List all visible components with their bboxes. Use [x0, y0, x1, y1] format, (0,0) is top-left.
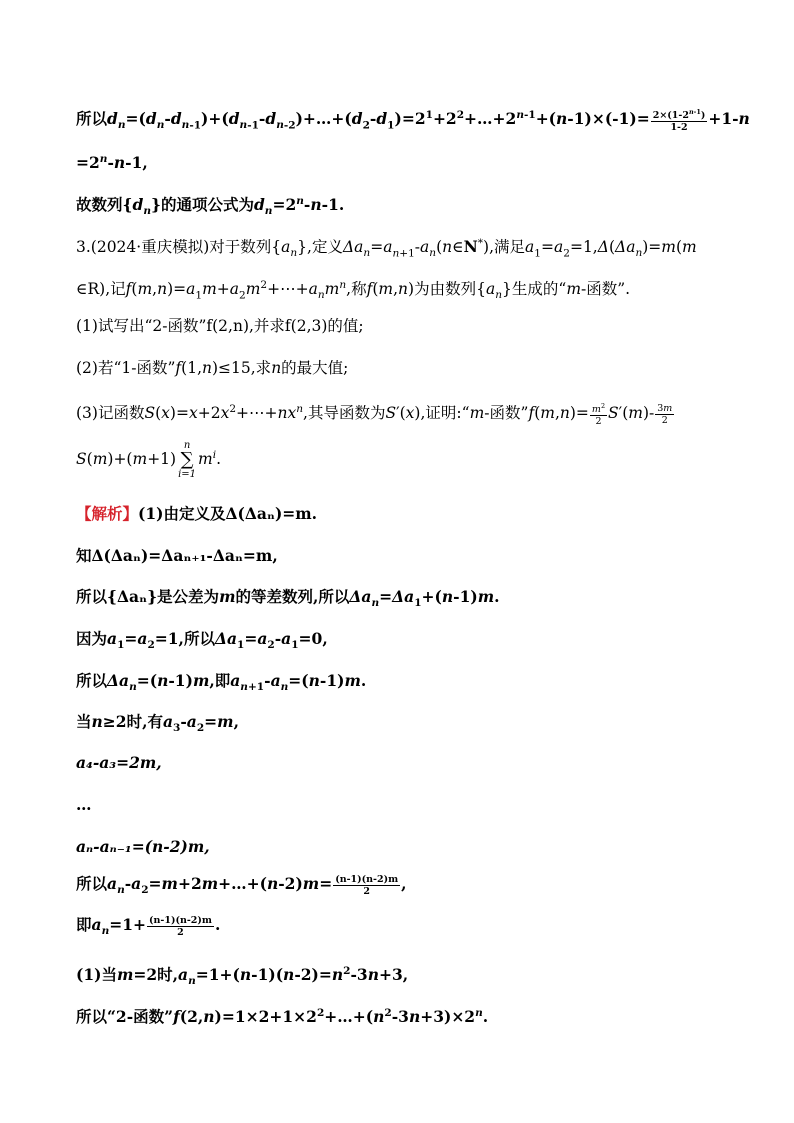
text: 当 — [76, 712, 92, 731]
text: 的最大值; — [281, 359, 349, 377]
text: (2)若“1-函数” — [76, 359, 176, 377]
text: 的等差数列,所以 — [235, 587, 350, 606]
text: ,满足 — [489, 238, 526, 257]
line-7: (2)若“1-函数”f(1,n)≤15,求n的最大值; — [76, 359, 349, 377]
text: }的通项公式为 — [150, 195, 254, 215]
line-22: 所以“2-函数$”f(2,n)=1\times 2+1\times 2^2+\dots+(n^2-3n+3)\times 2^n$. — [76, 1007, 489, 1027]
text: 所以“2-函数” — [76, 1007, 174, 1027]
text: +1- — [708, 109, 739, 129]
fraction-denominator: 2 — [363, 885, 370, 897]
text: 时, — [157, 965, 179, 985]
fraction: $\frac{m^2}{2}$ — [591, 402, 606, 428]
fraction: $\frac{3m}{2}$ — [657, 402, 673, 426]
line-15: 当n≥2时,有$a_3-a_2=m$, — [76, 712, 239, 735]
text: 知Δ(Δaₙ)=Δaₙ₊₁-Δaₙ=m, — [76, 546, 278, 565]
line-9: S(m)+(m+1) n ∑ i=1 $m^i$. — [76, 440, 222, 480]
text: (1)试写出“2-函数”f(2,n),并求f(2,3)的值; — [76, 317, 364, 335]
text: 所以 — [76, 874, 108, 893]
fraction — [333, 874, 400, 897]
text: 所以{Δaₙ}是公差为 — [76, 587, 220, 606]
text: 所以 — [76, 109, 108, 129]
line-11 — [76, 545, 278, 567]
fraction-denominator: 2 — [177, 926, 184, 938]
line-14: 所以$\Delta a_n=(n-1)m$,即$a_{n+1}-a_n=(n-1)m$. — [76, 671, 367, 694]
fraction — [147, 915, 214, 938]
sigma-upper: n — [183, 440, 191, 451]
line-4: 3.(2024·重庆模拟)对于数列$\{a_n\}$,定义$\Delta a_n=a_{n+1}-a_n(n\in N^*)$,满足$a_1=a_2=1,\Delta(\Delta a_n)=m(m$ — [76, 237, 697, 260]
line-18 — [76, 836, 210, 858]
sigma-lower: i=1 — [178, 469, 197, 480]
ellipsis: … — [76, 795, 92, 814]
fraction-numerator: (n-1)(n-2)m — [335, 873, 399, 885]
line-19: 所以$a_n-a_2=m+2m+\dots+(n-2)m=$ $\frac{(n-1)(n-2)m}{2}$ , — [76, 873, 407, 897]
line-20: 即$a_n=1+$ $\frac{(n-1)(n-2)m}{2}$ . — [76, 914, 221, 938]
text: 因为 — [76, 629, 108, 648]
fraction: $\frac{2\times(1-2^{n-1})}{1-2}$ — [652, 108, 706, 134]
line-13: 因为$a_1=a_2=1$,所以$\Delta a_1=a_2-a_1=0$, — [76, 629, 328, 652]
line-5: ∈R),记$f(m,n)=a_1m+a_2m^2+\cdots+a_nm^n$,称f(m,n)为由数列$\{a_n\}$生成的“m-函数”. — [76, 279, 631, 302]
fraction-numerator: 2×(1-2 — [652, 110, 689, 122]
line-3: 故数列$\{d_n\}$的通项公式为$d_n=2^n-n-1$. — [76, 195, 345, 218]
text: ,其导函数为 — [303, 404, 386, 423]
summation-symbol: n ∑ i=1 — [178, 440, 197, 480]
text: 即 — [76, 915, 92, 934]
text: 3.(2024·重庆模拟)对于数列{ — [76, 238, 282, 257]
text: (1)由定义及Δ(Δaₙ)=m. — [138, 504, 318, 523]
text: =2 — [76, 153, 100, 173]
analysis-tag: 【解析】 — [76, 504, 139, 523]
text: ,称 — [346, 280, 367, 299]
line-17 — [76, 794, 92, 816]
line-8: (3)记函数$S(x)=x+2x^2+\cdots+nx^n$,其导函数为S′(x),证明:“m-函数”f(m,n)= $\frac{m^2}{2}$ S′(m)- $\frac{3m}{2}$ — [76, 402, 673, 428]
text: 时,有 — [126, 712, 163, 731]
fraction-denominator: 1-2 — [670, 122, 688, 134]
line-1: 所以$d_n=(d_n-d_{n-1})+(d_{n-1}-d_{n-2})+\dots+(d_2-d_1)=2^1+2^2+\dots+2^{n-1}+(n-1)\times(-1)=$ $\frac{2\times(1-2^{n-1})}{1-2}$ +1-n — [76, 108, 750, 134]
text: ,证明:“ — [420, 404, 470, 423]
text: ≤15,求 — [218, 359, 272, 377]
line-21: (1)当m=2时$,a_n=1+(n-1)(n-2)=n^2-3n+3$, — [76, 965, 409, 988]
text: }生成的“ — [502, 280, 567, 299]
text: -函数”. — [581, 280, 631, 299]
line-2: $=2^n-n-1$, — [76, 153, 148, 173]
text: ,即 — [209, 671, 231, 690]
text: },定义 — [297, 238, 343, 257]
line-6 — [76, 315, 364, 337]
text: aₙ-aₙ₋₁=(n-2)m, — [76, 837, 210, 856]
line-16 — [76, 752, 162, 774]
text: 所以 — [76, 671, 108, 690]
text: (3)记函数 — [76, 404, 145, 423]
text: 故数列{ — [76, 195, 133, 215]
line-10 — [76, 503, 317, 525]
text: ,所以 — [178, 629, 215, 648]
line-12: 所以{Δaₙ}是公差为m的等差数列,所以$\Delta a_n=\Delta a_1+(n-1)m$. — [76, 587, 500, 610]
fraction-numerator: (n-1)(n-2)m — [149, 914, 212, 926]
text: a₄-a₃=2m, — [76, 753, 162, 772]
text: (1)当 — [76, 965, 117, 985]
text: ∈R),记 — [76, 280, 126, 299]
text: -函数” — [484, 404, 529, 423]
text: 为由数列{ — [414, 280, 486, 299]
